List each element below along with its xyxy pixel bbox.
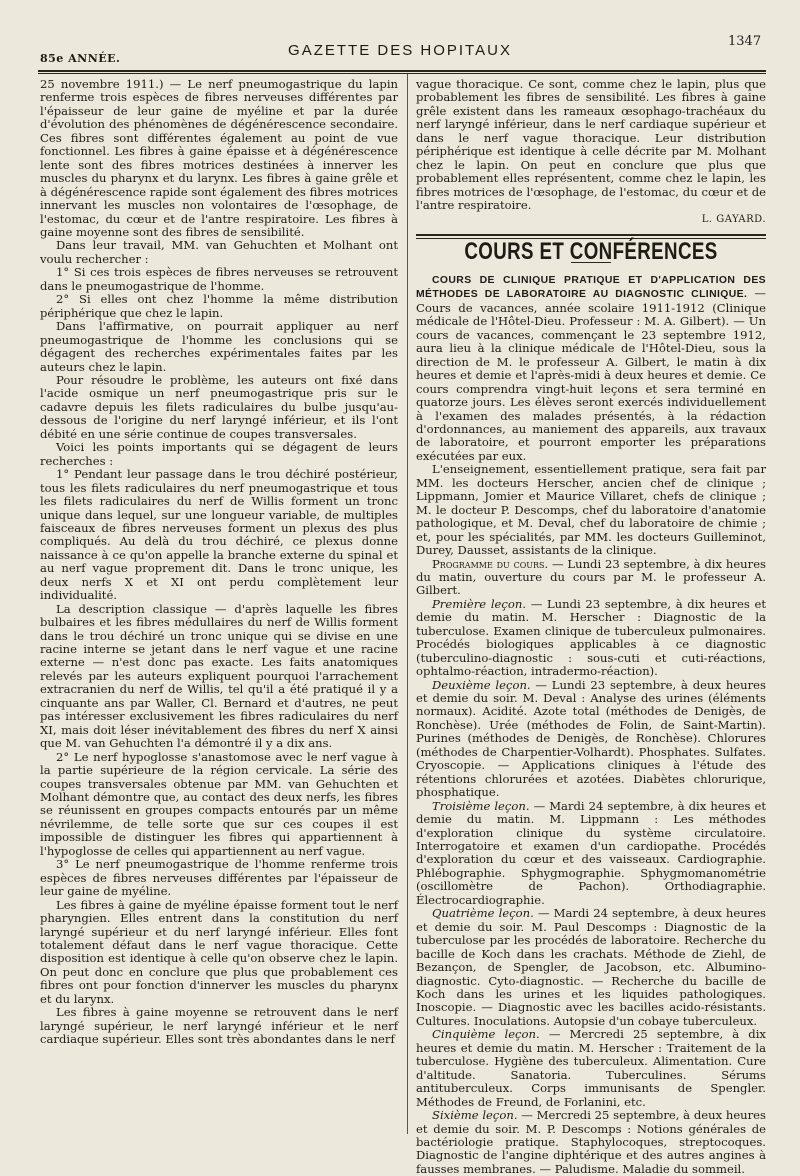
lesson-text: — Mercredi 25 septembre, à deux heures et demie du soir. M. P. Descomps : Notions générales de bactériologie pratique. Staphylocoques, streptocoques. Diagnostic de l'angine diphtérique et des autres angines à fausses membranes. — Paludisme. Maladie du sommeil. [416,1108,766,1176]
paragraph: Dans l'affirmative, on pourrait appliquer au nerf pneumogastrique de l'homme les conclusions qui se dégagent des recherches expérimentales faites par les auteurs chez le lapin. [40,319,398,374]
left-column [40,78,398,1047]
paragraph: 25 novembre 1911.) — Le nerf pneumogastrique du lapin renferme trois espèces de fibres nerveuses différentes par l'épaisseur de leur gaine de myéline et par la durée d'évolution des phénomènes de dégénérescence secondaire. Ces fibres sont différentes également au point de vue fonctionnel. Les fibres à gaine épaisse et à dégénérescence lente sont des fibres motrices destinées à innerver les muscles du pharynx et du larynx. Les fibres à gaine grêle et à dégénérescence rapide sont également des fibres motrices innervant les muscles non volontaires de l'œsophage, de l'estomac, du cœur et de l'antre respiratoire. Les fibres à gaine moyenne sont des fibres de sensibilité. [40,77,398,239]
paragraph: Voici les points importants qui se dégagent de leurs recherches : [40,440,398,468]
paragraph: Pour résoudre le problème, les auteurs ont fixé dans l'acide osmique un nerf pneumogastrique pris sur le cadavre depuis les filets radiculaires du bulbe jusqu'au-dessous de l'origine du nerf laryngé inférieur, et ils l'ont débité en une série continue de coupes transversales. [40,372,398,441]
paragraph: 2° Le nerf hypoglosse s'anastomose avec le nerf vague à la partie supérieure de la région cervicale. La série des coupes transversales obtenue par MM. van Gehuchten et Molhant démontre que, au contact des deux nerfs, les fibres se réunissent en groupes compacts entourés par un même névrilemme, de telle sorte que sur ces coupes il est impossible de distinguer les fibres qui appartiennent à l'hypoglosse de celles qui appartiennent au nerf vague. [40,749,398,858]
section-rule [416,234,766,236]
lesson-text: — Mardi 24 septembre, à dix heures et demie du matin. M. Lippmann : Les méthodes d'exploration clinique du système circulatoire. Interrogatoire et examen d'un cardiopathe. Procédés d'exploration du cœur et des vaisseaux. Cardiographie. Phlébographie. Sphygmographie. Sphygmomanométrie (oscillomètre de Pachon). Orthodiagraphie. Électrocardiographie. [416,798,767,907]
section-title: COURS ET CONFÉRENCES [464,237,718,265]
lesson [416,1109,766,1176]
course-heading: COURS DE CLINIQUE PRATIQUE ET D'APPLICATION DES MÉTHODES DE LABORATOIRE AU DIAGNOSTIC CLINIQUE. [416,274,766,301]
programme [416,558,766,598]
lesson-label: Première leçon. [432,596,527,611]
paragraph: 2° Si elles ont chez l'homme la même distribution périphérique que chez le lapin. [40,292,398,320]
lesson [416,679,766,800]
header-rule-thin [38,73,766,74]
lesson-text: — Lundi 23 septembre, à deux heures et demie du soir. M. Deval : Analyse des urines (éléments normaux). Acidité. Azote total (méthodes de Denigès, de Ronchèse). Urée (méthodes de Folin, de Saint-Martin). Purines (méthodes de Denigès, de Ronchèse). Chlorures (méthodes de Charpentier-Volhardt). Phosphates. Sulfates. Cryoscopie. — Applications cliniques à l'étude des rétentions chlorurées et azotées. Diabètes chlorurique, phosphatique. [416,677,766,800]
lesson-label: Quatrième leçon. [432,906,534,921]
course-intro-text: — Cours de vacances, année scolaire 1911-1912 (Clinique médicale de l'Hôtel-Dieu. Professeur : M. A. Gilbert). — Un cours de vacances, commençant le 23 septembre 1912, aura lieu à la clinique médicale de l'Hôtel-Dieu, sous la direction de M. le professeur A. Gilbert, le matin à dix heures et demie et l'après-midi à deux heures et demie. Ce cours comprendra vingt-huit leçons et sera terminé en quatorze jours. Les élèves seront exercés individuellement à l'examen des malades présentés, à la rédaction d'ordonnances, au maniement des appareils, aux travaux de laboratoire, et pourront emporter les préparations exécutées par eux. [416,286,767,463]
paragraph: 3° Le nerf pneumogastrique de l'homme renferme trois espèces de fibres nerveuses différentes par l'épaisseur de leur gaine de myéline. [40,857,398,899]
paragraph: vague thoracique. Ce sont, comme chez le lapin, plus que probablement les fibres de sensibilité. Les fibres à gaine grêle existent dans les rameaux œsophago-trachéaux du nerf laryngé inférieur, dans le nerf cardiaque supérieur et dans le nerf vague thoracique. Leur distribution périphérique est identique à celle décrite par M. Molhant chez le lapin. On peut en conclure que plus que probablement elles représentent, comme chez le lapin, les fibres motrices de l'œsophage, de l'estomac, du cœur et de l'antre respiratoire. [416,77,766,213]
paragraph: La description classique — d'après laquelle les fibres bulbaires et les fibres médullaires du nerf de Willis forment dans le trou déchiré un tronc unique qui se divise en une racine interne se jetant dans le nerf vague et une racine externe — n'est donc pas exacte. Les faits anatomiques relevés par les auteurs expliquent pourquoi l'arrachement extracranien du nerf de Willis, tel qu'il a été pratiqué il y a cinquante ans par Waller, Cl. Bernard et d'autres, ne peut pas intéresser exclusivement les fibres radiculaires du nerf XI, mais doit léser inévitablement des fibres du nerf X ainsi que M. van Gehuchten l'a démontré il y a dix ans. [40,601,398,751]
lesson-label: Deuxième leçon. [432,677,531,692]
paragraph: 1° Si ces trois espèces de fibres nerveuses se retrouvent dans le pneumogastrique de l'homme. [40,265,398,293]
edition-year: 85e ANNÉE. [40,52,121,65]
right-column [416,78,766,1176]
lesson-label: Cinquième leçon. [432,1027,540,1042]
paragraph: 1° Pendant leur passage dans le trou déchiré postérieur, tous les filets radiculaires du nerf pneumogastrique et tous les filets radiculaires du nerf de Willis forment un tronc unique dans lequel, sur une longueur variable, de multiples faisceaux de fibres nerveuses forment un plexus des plus compliqués. Au delà du trou déchiré, ce plexus donne naissance à ce qu'on appelle la branche externe du spinal et au nerf vague proprement dit. Dans le tronc unique, les deux nerfs X et XI ont perdu complètement leur individualité. [40,467,398,603]
author-signature: L. GAYARD. [701,213,766,225]
page-number: 1347 [728,34,762,49]
lesson [416,598,766,679]
column-divider [407,74,408,1134]
lesson-text: — Lundi 23 septembre, à dix heures et demie du matin. M. Herscher : Diagnostic de la tuberculose. Examen clinique de tuberculeux pulmonaires. Procédés biologiques applicables à ce diagnostic (tuberculino-diagnostic : sous-cuti et cuti-réactions, ophtalmo-réaction, intradermo-réaction). [416,596,766,679]
signature-line [416,213,766,226]
lesson-text: — Mardi 24 septembre, à deux heures et demie du soir. M. Paul Descomps : Diagnostic de la tuberculose par les procédés de laboratoire. Recherche du bacille de Koch dans les crachats. Méthode de Ziehl, de Bezançon, de Spengler, de Jacobson, etc. Albumino-diagnostic. Cyto-diagnostic. — Recherche du bacille de Koch dans les urines et les liquides pathologiques. Inoscopie. — Diagnostic avec les bacilles acido-résistants. Cultures. Inoculations. Autopsie d'un cobaye tuberculeux. [416,906,767,1028]
programme-label: Programme du cours. [432,556,549,571]
lesson [416,907,766,1028]
header-rule [38,70,766,72]
lesson [416,1028,766,1109]
lesson-text: — Mercredi 25 septembre, à dix heures et demie du matin. M. Herscher : Traitement de la tuberculose. Hygiène des tuberculeux. Alimentation. Cure d'altitude. Sanatoria. Tuberculines. Sérums antituberculeux. Corps immunisants de Spengler. Méthodes de Freund, de Forlanini, etc. [416,1027,766,1109]
paragraph: Dans leur travail, MM. van Gehuchten et Molhant ont voulu rechercher : [40,238,398,266]
course-intro [416,273,766,463]
programme-text: — Lundi 23 septembre, à dix heures du matin, ouverture du cours par M. le professeur A. Gilbert. [416,556,767,598]
paragraph: L'enseignement, essentiellement pratique, sera fait par MM. les docteurs Herscher, ancien chef de clinique ; Lippmann, Jomier et Maurice Villaret, chefs de clinique ; M. le docteur P. Descomps, chef du laboratoire d'anatomie pathologique, et M. Deval, chef du laboratoire de chimie ; et, pour les spécialités, par MM. les docteurs Guilleminot, Durey, Dausset, assistants de la clinique. [416,462,766,558]
lesson-label: Sixième leçon. [432,1108,518,1123]
paragraph: Les fibres à gaine moyenne se retrouvent dans le nerf laryngé supérieur, le nerf laryngé inférieur et le nerf cardiaque supérieur. Elles sont très abondantes dans le nerf [40,1005,398,1047]
journal-title: GAZETTE DES HOPITAUX [288,42,512,59]
paragraph: Les fibres à gaine de myéline épaisse forment tout le nerf pharyngien. Elles entrent dans la constitution du nerf laryngé supérieur et du nerf laryngé inférieur. Elles font totalement défaut dans le nerf vague thoracique. Cette disposition est identique à celle qu'on observe chez le lapin. On peut donc en conclure que plus que probablement ces fibres ont pour fonction d'innerver les muscles du pharynx et du larynx. [40,897,398,1006]
lesson [416,800,766,908]
lesson-label: Troisième leçon. [432,798,530,813]
